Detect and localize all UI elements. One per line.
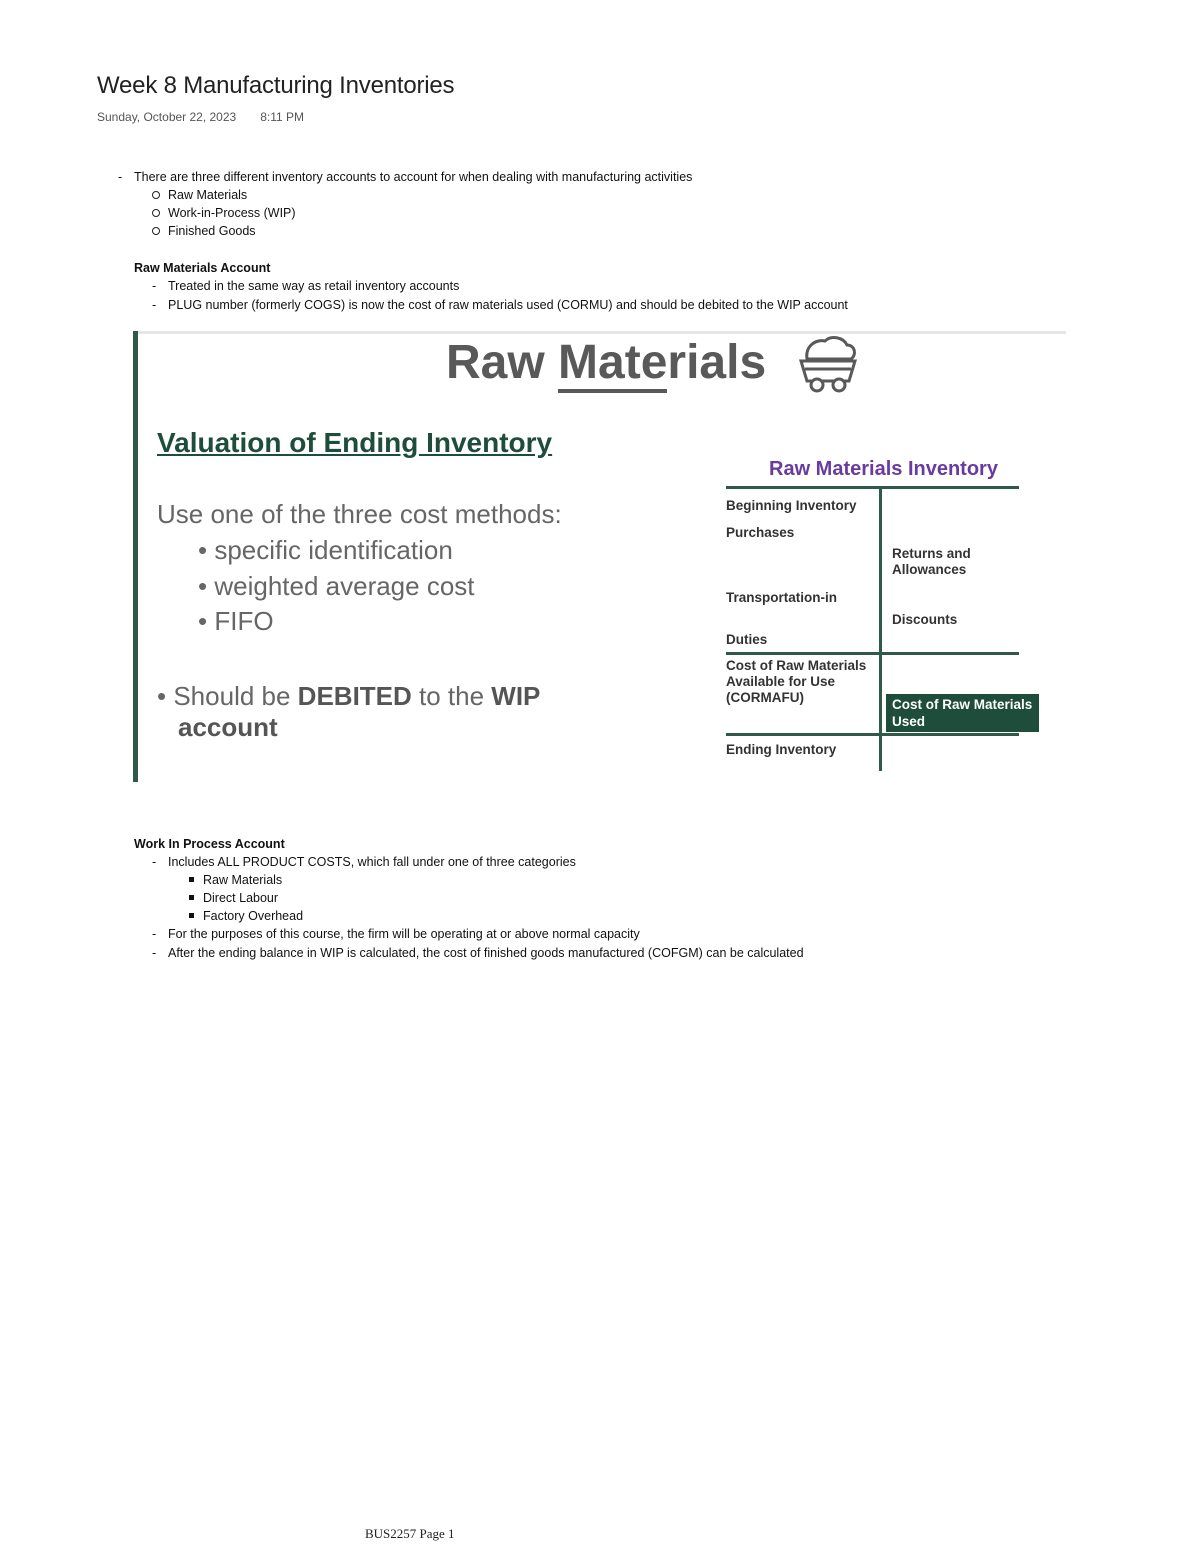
debit-note: • Should be DEBITED to the WIP account [157,681,541,742]
intro-text: There are three different inventory accounts to account for when dealing with manufacturing activities [134,170,693,184]
circle-bullet-icon [152,227,160,235]
t-account-center-line [879,486,882,771]
dash-marker: - [152,855,157,869]
dash-marker: - [152,298,157,312]
t-label-beginning: Beginning Inventory [726,498,857,513]
list-item [152,298,848,312]
t-account-bottom-line [726,733,1019,736]
square-bullet-icon [189,913,194,918]
dash-marker: - [152,946,157,960]
list-item-text: Finished Goods [168,224,256,238]
list-item [189,873,282,887]
list-item-text: Includes ALL PRODUCT COSTS, which fall under one of three categories [168,855,576,869]
circle-bullet-icon [152,191,160,199]
list-item-text: Raw Materials [203,873,283,887]
list-item-text: Work-in-Process (WIP) [168,206,296,220]
list-item [152,224,256,238]
wip-heading: Work In Process Account [134,837,285,851]
list-item-text: Treated in the same way as retail inventory accounts [168,279,460,293]
method-item: • FIFO [198,606,274,636]
list-item-text: After the ending balance in WIP is calculated, the cost of finished goods manufactured (COFGM) can be calculated [168,946,804,960]
t-label-duties: Duties [726,632,768,647]
t-label-purchases: Purchases [726,525,795,540]
square-bullet-icon [189,895,194,900]
list-item [189,891,278,905]
list-item-text: Factory Overhead [203,909,304,923]
list-item-text: Raw Materials [168,188,248,202]
dash-marker: - [152,927,157,941]
page-timestamp [97,110,304,124]
list-item [152,855,576,869]
t-account-top-line [726,486,1019,489]
page-time: 8:11 PM [260,110,305,124]
list-item [152,188,247,202]
list-item [152,946,804,960]
t-label-ending: Ending Inventory [726,742,837,757]
cost-raw-materials-used-box: Cost of Raw Materials Used [886,694,1039,732]
method-item: • specific identification [198,535,453,565]
list-item-text: Direct Labour [203,891,279,905]
list-item [189,909,303,923]
dash-marker: - [152,279,157,293]
use-methods-text: Use one of the three cost methods: [157,499,562,529]
t-account-title: Raw Materials Inventory [769,458,998,480]
slide-top-border [133,331,1066,334]
page-date: Sunday, October 22, 2023 [97,110,237,124]
mine-cart-icon [795,333,861,395]
raw-materials-heading: Raw Materials Account [134,261,271,275]
intro-bullet [118,170,692,184]
slide-accent-bar [133,331,138,782]
t-label-transportation: Transportation-in [726,590,837,605]
dash-marker: - [118,170,123,184]
list-item-text: For the purposes of this course, the firm will be operating at or above normal capacity [168,927,640,941]
square-bullet-icon [189,877,194,882]
page-footer: BUS2257 Page 1 [365,1526,455,1541]
t-label-discounts: Discounts [892,612,958,627]
raw-materials-slide [133,331,1066,782]
list-item [152,927,640,941]
t-label-returns: Returns and Allowances [892,546,971,577]
t-label-cormafu: Cost of Raw Materials Available for Use (CORMAFU) [726,658,867,705]
circle-bullet-icon [152,209,160,217]
valuation-heading: Valuation of Ending Inventory [157,427,553,458]
list-item [152,279,459,293]
list-item [152,206,296,220]
t-account-mid-line [726,652,1019,655]
page-title: Week 8 Manufacturing Inventories [97,72,455,99]
list-item-text: PLUG number (formerly COGS) is now the cost of raw materials used (CORMU) and should be debited to the WIP account [168,298,848,312]
method-item: • weighted average cost [198,571,475,601]
slide-title: Raw Materials [446,335,766,390]
